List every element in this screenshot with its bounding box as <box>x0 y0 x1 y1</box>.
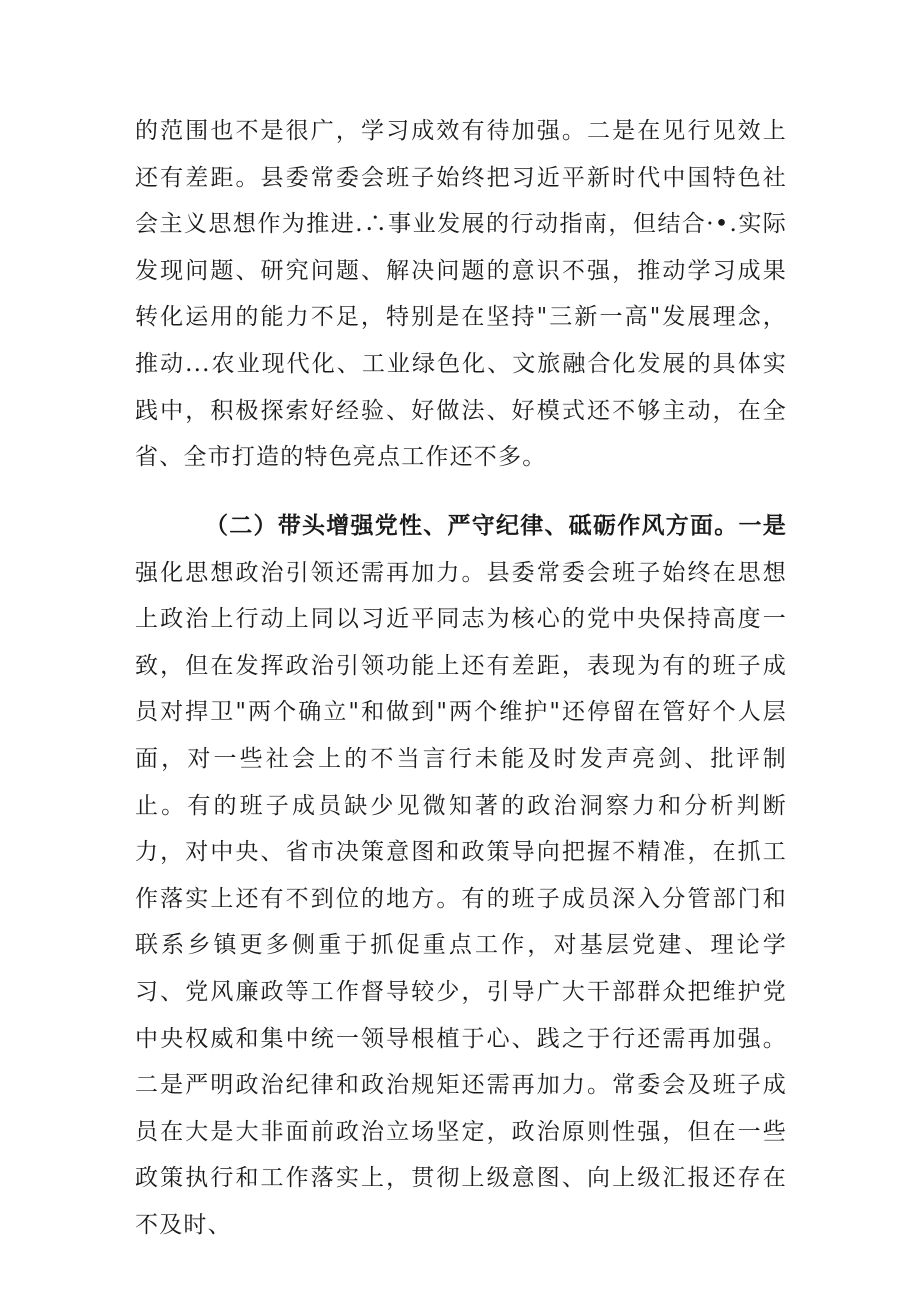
paragraph-continuation: 的范围也不是很广，学习成效有待加强。二是在见行见效上还有差距。县委常委会班子始终把习近平新时代中国特色社会主义思想作为推进.∴事业发展的行动指南，但结合·•.实际发现问题、研究问题、解决问题的意识不强，推动学习成果转化运用的能力不足，特别是在坚持"三新一高"发展理念，推动...农业现代化、工业绿色化、文旅融合化发展的具体实践中，积极探索好经验、好做法、好模式还不够主动，在全省、全市打造的特色亮点工作还不多。 <box>135 118 787 471</box>
section-lead: 一是 <box>738 512 787 539</box>
paragraph-section-two <box>135 503 787 1249</box>
section-heading: （二）带头增强党性、严守纪律、砥砺作风方面。 <box>205 512 739 539</box>
section-body: 强化思想政治引领还需再加力。县委常委会班子始终在思想上政治上行动上同以习近平同志为核心的党中央保持高度一致，但在发挥政治引领功能上还有差距，表现为有的班子成员对捍卫"两个确立"和做到"两个维护"还停留在管好个人层面，对一些社会上的不当言行未能及时发声亮剑、批评制止。有的班子成员缺少见微知著的政治洞察力和分析判断力，对中央、省市决策意图和政策导向把握不精准，在抓工作落实上还有不到位的地方。有的班子成员深入分管部门和联系乡镇更多侧重于抓促重点工作，对基层党建、理论学习、党风廉政等工作督导较少，引导广大干部群众把维护党中央权威和集中统一领导根植于心、践之于行还需再加强。二是严明政治纪律和政治规矩还需再加力。常委会及班子成员在大是大非面前政治立场坚定，政治原则性强，但在一些政策执行和工作落实上，贯彻上级意图、向上级汇报还存在不及时、 <box>135 559 787 1238</box>
